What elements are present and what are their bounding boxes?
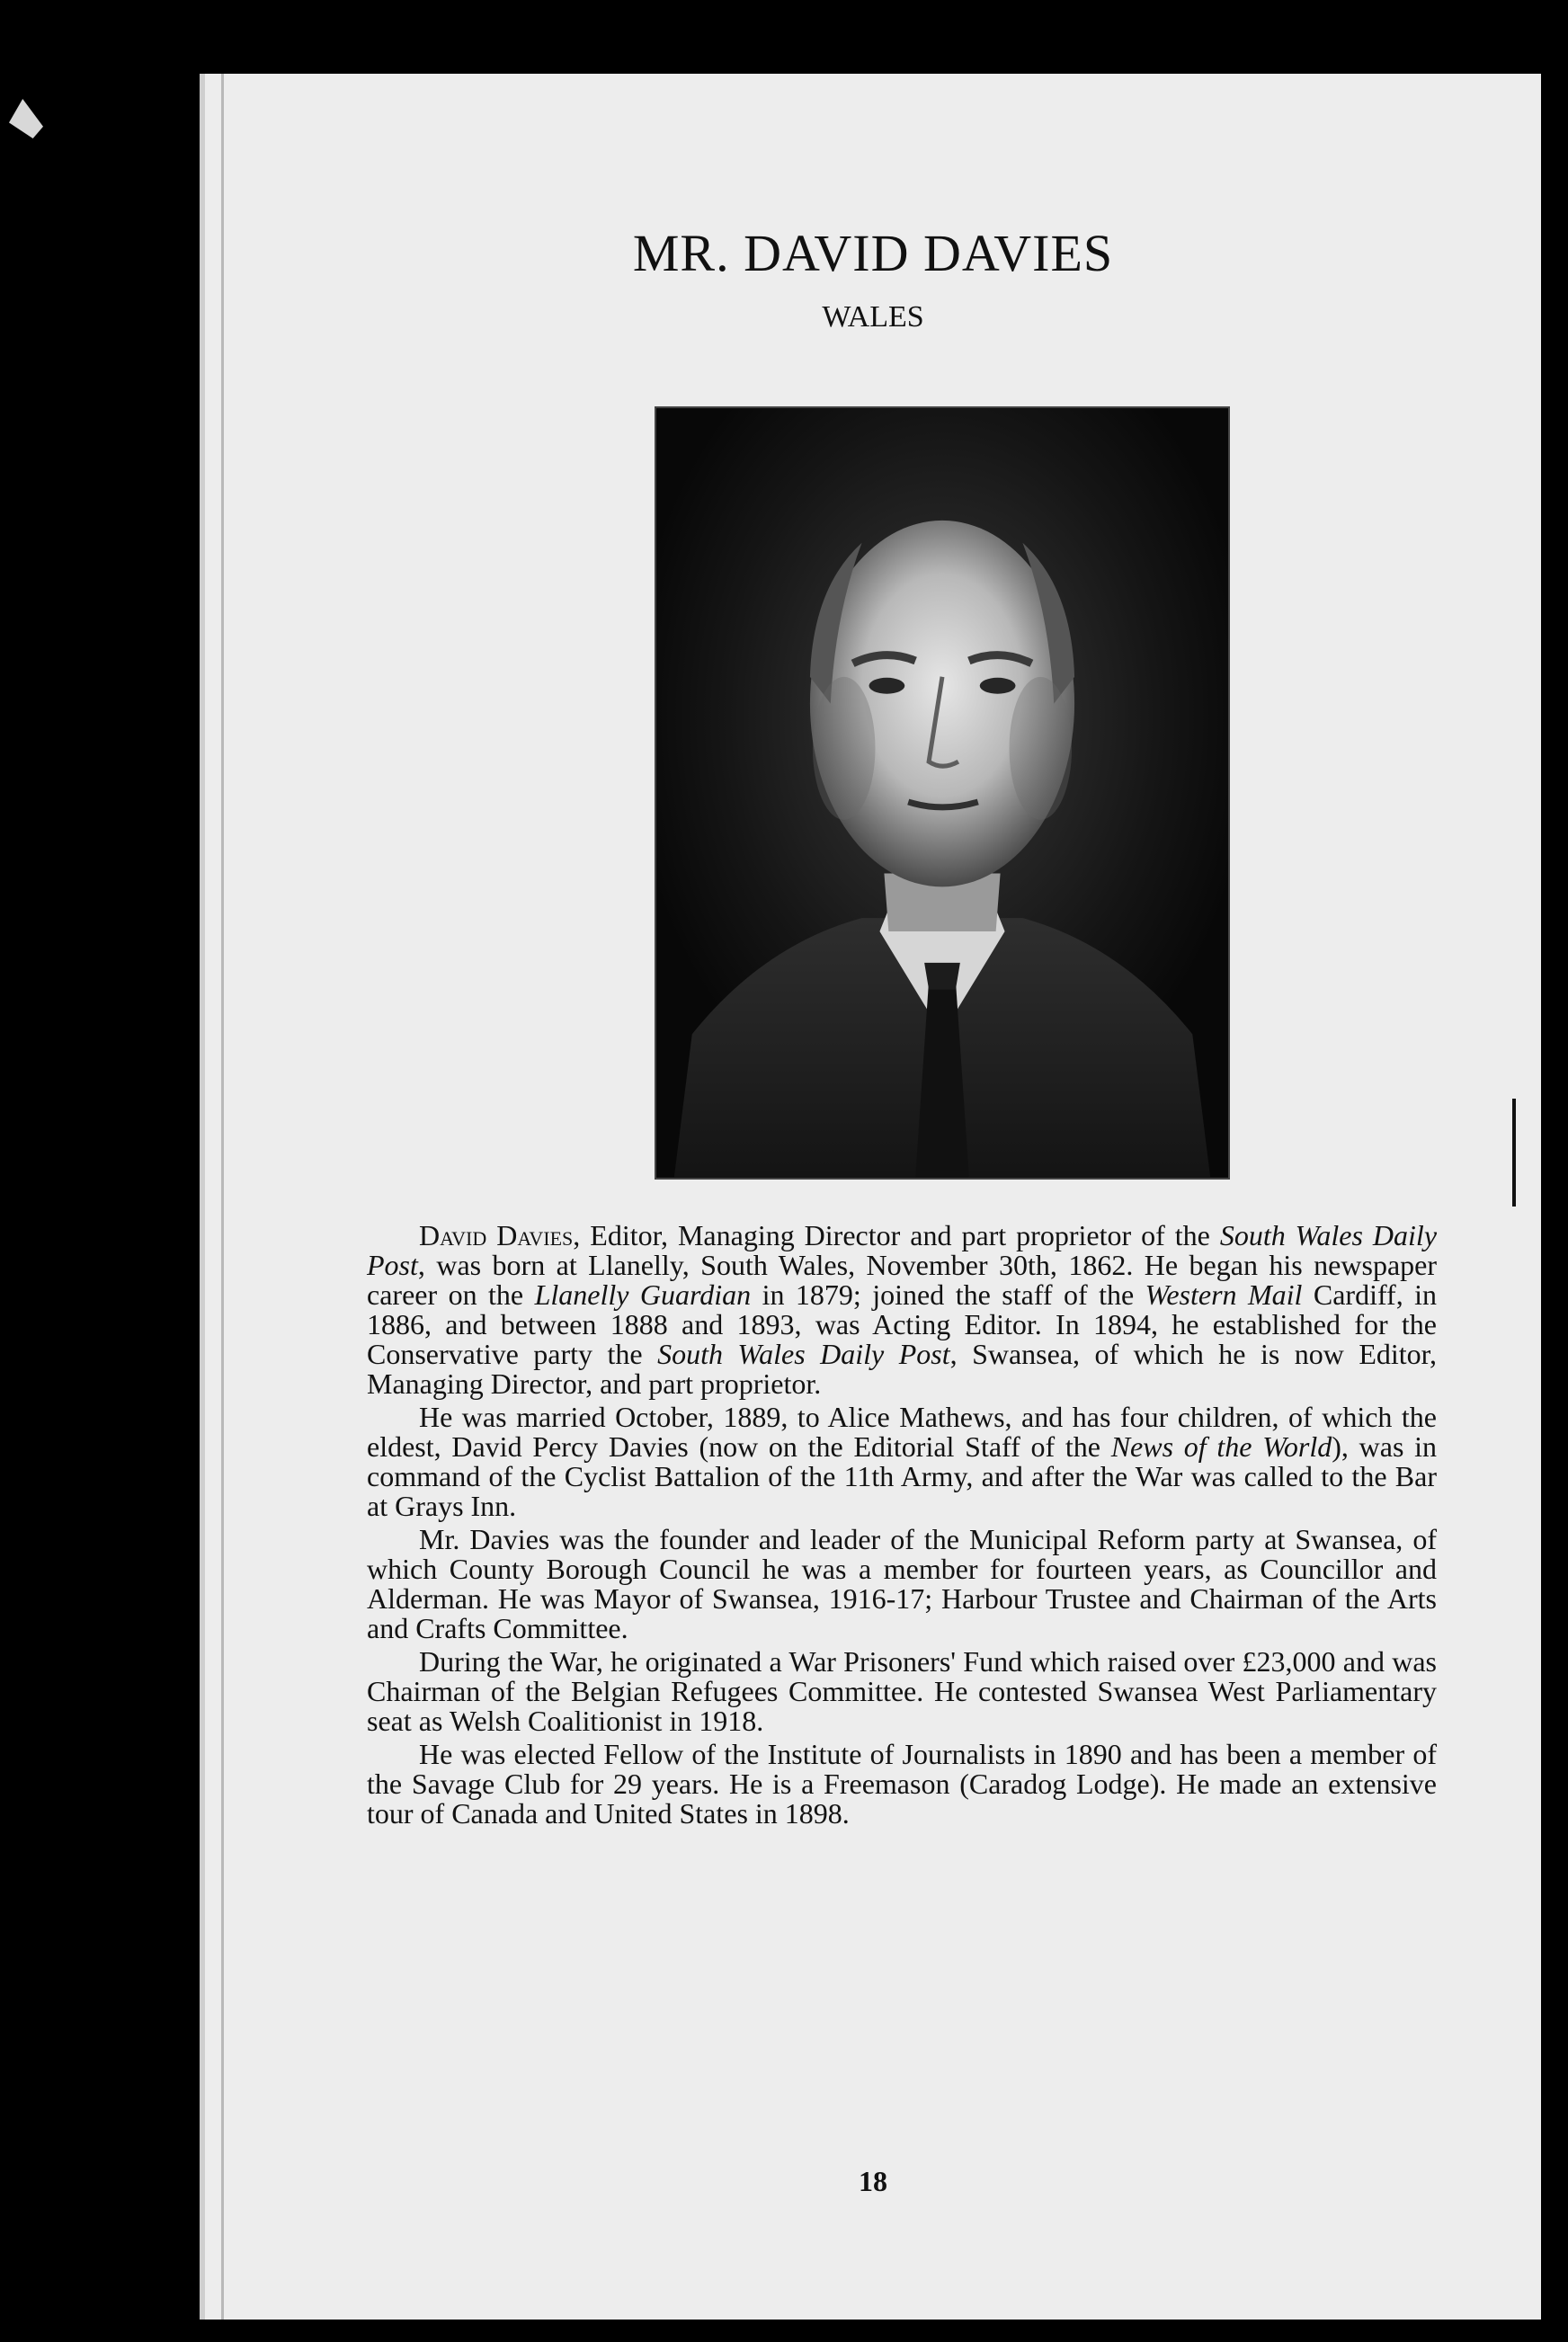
page-margin-mark — [1512, 1099, 1516, 1207]
article-paragraph-5: He was elected Fellow of the Institute of Journalists in 1890 and has been a member of the Savage Club for 29 years. He is a Freemason (Caradog Lodge). He made an extensive tour of Canada and United States in 1898. — [367, 1738, 1437, 1830]
paragraph-text: , Editor, Managing Director and part proprietor of the — [573, 1219, 1220, 1251]
publication-title: News of the World — [1110, 1430, 1332, 1463]
portrait-photo-icon — [656, 408, 1228, 1178]
article-body — [367, 1221, 1437, 1832]
portrait-photo — [655, 406, 1230, 1180]
subject-name: David Davies — [419, 1219, 574, 1251]
article-paragraph-3: Mr. Davies was the founder and leader of the Municipal Reform party at Swansea, of which County Borough Council he was a member for fourteen years, as Councillor and Alderman. He was Mayor of Swansea, 1916-17; Harbour Trustee and Chairman of the Arts and Crafts Committee. — [367, 1523, 1437, 1644]
page-subtitle: WALES — [822, 300, 924, 334]
publication-title: South Wales Daily Post — [657, 1338, 950, 1370]
article-paragraph-4: During the War, he originated a War Prisoners' Fund which raised over £23,000 and was Chairman of the Belgian Refugees Committee. He contested Swansea West Parliamentary seat as Welsh Coalitionist in 1918. — [367, 1645, 1437, 1737]
publication-title: Western Mail — [1145, 1278, 1303, 1311]
paragraph-text: ), was in command of the Cyclist Battalion of the 11th Army, and after the War was called to the Bar at Grays Inn. — [367, 1430, 1438, 1522]
publication-title: South Wales Daily Post — [367, 1219, 1438, 1281]
paragraph-text: in 1879; joined the staff of the — [751, 1278, 1145, 1311]
article-paragraph-1 — [367, 1221, 1437, 1399]
book-page — [200, 74, 1541, 2320]
paragraph-text: Cardiff, in 1886, and between 1888 and 1893, was Acting Editor. In 1894, he established for the Conservative party the — [367, 1278, 1438, 1370]
publication-title: Llanelly Guardian — [534, 1278, 752, 1311]
paragraph-text: , Swansea, of which he is now Editor, Managing Director, and part proprietor. — [367, 1338, 1438, 1400]
paragraph-text: He was married October, 1889, to Alice Mathews, and has four children, of which the eldest, David Percy Davies (now on the Editorial Staff of the — [367, 1401, 1437, 1463]
scan-edge-mark — [9, 99, 43, 138]
article-paragraph-2 — [367, 1403, 1437, 1521]
page-title: MR. DAVID DAVIES — [632, 224, 1114, 282]
page-number: 18 — [859, 2165, 887, 2197]
paragraph-text: , was born at Llanelly, South Wales, November 30th, 1862. He began his newspaper career on the — [367, 1249, 1437, 1311]
